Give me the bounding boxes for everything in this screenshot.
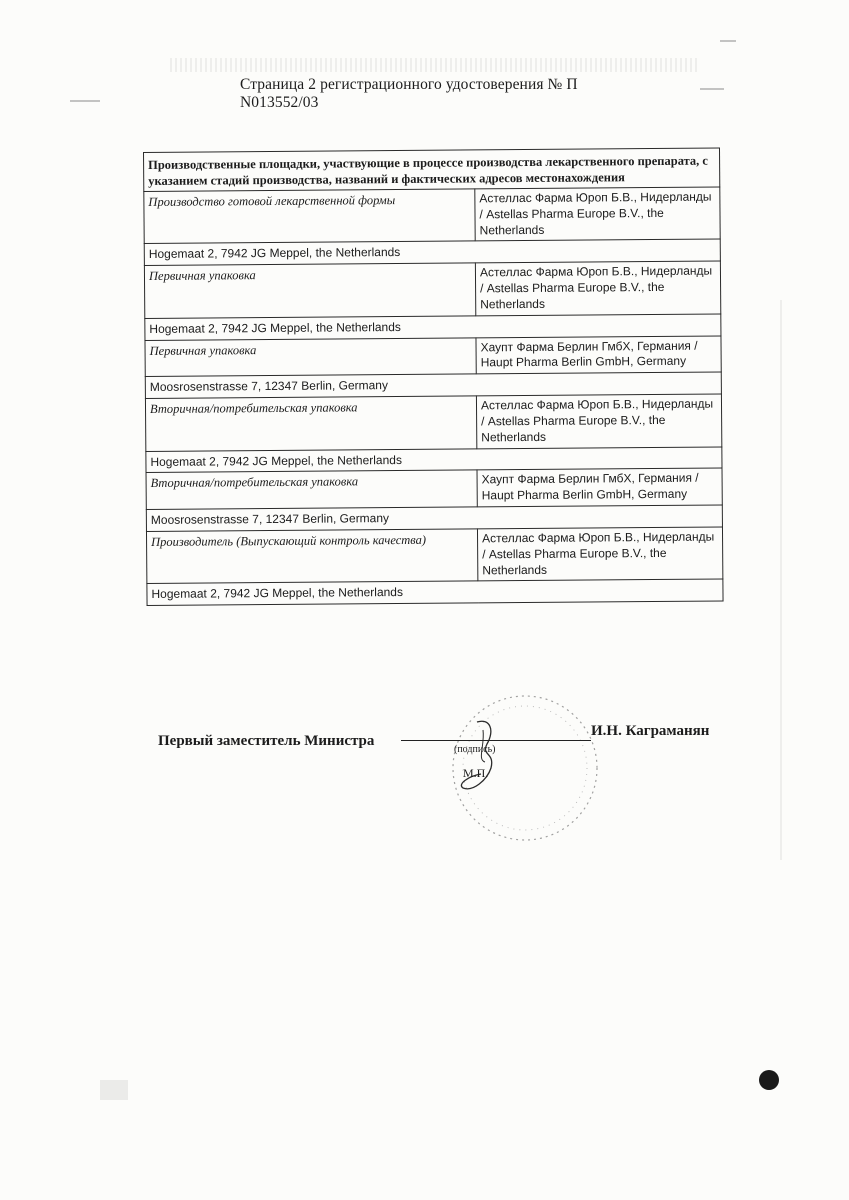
manufacturer-cell: Астеллас Фарма Юроп Б.В., Нидерланды / Astellas Pharma Europe B.V., the Netherlands	[477, 527, 722, 581]
page-header: Страница 2 регистрационного удостоверения № П N013552/03	[240, 76, 578, 111]
scan-speck	[100, 1080, 128, 1100]
manufacturing-sites-table-wrapper	[143, 147, 724, 606]
table-row	[146, 527, 722, 584]
manufacturer-cell: Астеллас Фарма Юроп Б.В., Нидерланды / Astellas Pharma Europe B.V., the Netherlands	[475, 187, 720, 241]
table-row	[145, 394, 721, 451]
scan-dot	[759, 1070, 779, 1090]
address-cell: Hogemaat 2, 7942 JG Meppel, the Netherlands	[147, 579, 723, 605]
address-cell: Hogemaat 2, 7942 JG Meppel, the Netherlands	[146, 447, 722, 473]
signature-block	[158, 723, 738, 773]
table-row	[144, 187, 720, 244]
stage-cell: Первичная упаковка	[144, 263, 475, 318]
address-cell: Hogemaat 2, 7942 JG Meppel, the Netherlands	[144, 239, 720, 265]
scan-noise	[170, 58, 700, 72]
scan-speck	[700, 88, 724, 90]
address-cell: Moosrosenstrasse 7, 12347 Berlin, Germany	[145, 372, 721, 398]
scan-edge	[780, 300, 782, 860]
table-row	[144, 261, 720, 318]
signatory-name: И.Н. Каграманян	[591, 723, 710, 739]
stage-cell: Вторичная/потребительская упаковка	[145, 396, 476, 451]
address-row	[147, 579, 723, 605]
manufacturer-cell: Хаупт Фарма Берлин ГмбХ, Германия / Haupt Pharma Berlin GmbH, Germany	[477, 468, 722, 507]
manufacturer-cell: Астеллас Фарма Юроп Б.В., Нидерланды / Astellas Pharma Europe B.V., the Netherlands	[476, 394, 721, 448]
seal-label: М.П.	[463, 766, 489, 780]
signature-caption: (подпись)	[454, 744, 496, 755]
address-cell: Moosrosenstrasse 7, 12347 Berlin, Germany	[146, 505, 722, 531]
stage-cell: Вторичная/потребительская упаковка	[146, 470, 477, 509]
manufacturing-sites-table	[143, 147, 724, 606]
table-row	[146, 468, 722, 509]
table-title-row	[144, 148, 720, 192]
stage-cell: Производство готовой лекарственной формы	[144, 189, 475, 244]
manufacturer-cell: Астеллас Фарма Юроп Б.В., Нидерланды / Astellas Pharma Europe B.V., the Netherlands	[475, 261, 720, 315]
address-cell: Hogemaat 2, 7942 JG Meppel, the Netherlands	[145, 314, 721, 340]
stage-cell: Производитель (Выпускающий контроль качества)	[146, 529, 477, 584]
manufacturer-cell: Хаупт Фарма Берлин ГмбХ, Германия / Haupt Pharma Berlin GmbH, Germany	[476, 336, 721, 375]
table-row	[145, 336, 721, 377]
table-title: Производственные площадки, участвующие в процессе производства лекарственного препарата, с указанием стадий производства, названий и фактических адресов местонахождения	[144, 148, 720, 192]
signatory-title: Первый заместитель Министра	[158, 733, 375, 749]
scan-speck	[720, 40, 736, 42]
signature-line	[401, 740, 591, 741]
stage-cell: Первичная упаковка	[145, 338, 476, 377]
scan-speck	[70, 100, 100, 102]
